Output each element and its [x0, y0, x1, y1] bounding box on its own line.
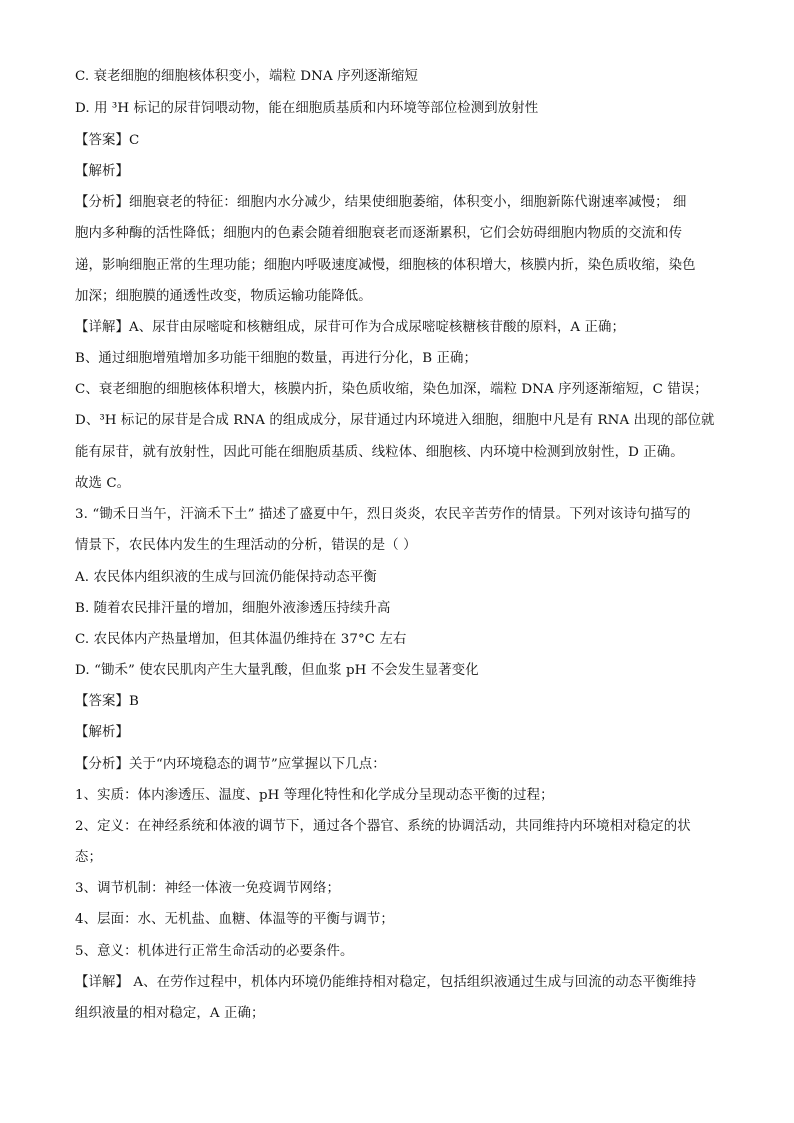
q3-point-4: 4、层面：水、无机盐、血糖、体温等的平衡与调节； — [75, 912, 394, 927]
q3-detail-a-1: 【详解】 A、在劳作过程中，机体内环境仍能维持相对稳定，包括组织液通过生成与回流的动态平衡维持 — [75, 975, 697, 990]
q3-detail-a-2: 组织液量的相对稳定，A 正确； — [75, 1006, 265, 1021]
q3-point-2a: 2、定义：在神经系统和体液的调节下，通过各个器官、系统的协调活动，共同维持内环境相对稳定的状 — [75, 819, 691, 834]
detail-b: B、通过细胞增殖增加多功能干细胞的数量，再进行分化，B 正确； — [75, 351, 477, 366]
q3-option-b: B. 随着农民排汗量的增加，细胞外液渗透压持续升高 — [75, 601, 391, 616]
analysis-heading: 【解析】 — [75, 164, 129, 179]
analysis-text-4: 加深；细胞膜的通透性改变，物质运输功能降低。 — [75, 289, 372, 304]
q3-point-2b: 态； — [75, 850, 102, 865]
q3-point-3: 3、调节机制：神经一体液一免疫调节网络； — [75, 881, 340, 896]
detail-d-2: 能有尿苷，就有放射性，因此可能在细胞质基质、线粒体、细胞核、内环境中检测到放射性，D 正确。 — [75, 445, 684, 460]
detail-d-1: D、³H 标记的尿苷是合成 RNA 的组成成分，尿苷通过内环境进入细胞，细胞中凡是有 RNA 出现的部位就 — [75, 413, 715, 428]
question-3-line-1: 3. “锄禾日当午，汗滴禾下土” 描述了盛夏中午，烈日炎炎，农民辛苦劳作的情景。下列对该诗句描写的 — [75, 507, 691, 522]
analysis-text-1: 【分析】细胞衰老的特征：细胞内水分减少，结果使细胞萎缩，体积变小，细胞新陈代谢速率减慢； 细 — [75, 195, 687, 210]
q3-option-d: D. “锄禾” 使农民肌肉产生大量乳酸，但血浆 pH 不会发生显著变化 — [75, 663, 479, 678]
analysis-text-3: 递，影响细胞正常的生理功能；细胞内呼吸速度减慢，细胞核的体积增大，核膜内折，染色质收缩，染色 — [75, 258, 696, 273]
q3-answer: 【答案】B — [75, 694, 139, 709]
detail-c: C、衰老细胞的细胞核体积增大，核膜内折，染色质收缩，染色加深，端粒 DNA 序列逐渐缩短，C 错误； — [75, 382, 708, 397]
q3-analysis-heading: 【解析】 — [75, 725, 129, 740]
question-3-line-2: 情景下，农民体内发生的生理活动的分析，错误的是（ ） — [75, 538, 417, 553]
choose-line: 故选 C。 — [75, 476, 131, 491]
option-c-line: C. 衰老细胞的细胞核体积变小，端粒 DNA 序列逐渐缩短 — [75, 69, 419, 84]
answer-line: 【答案】C — [75, 133, 140, 148]
q3-point-1: 1、实质：体内渗透压、温度、pH 等理化特性和化学成分呈现动态平衡的过程； — [75, 788, 554, 803]
q3-option-c: C. 农民体内产热量增加，但其体温仍维持在 37°C 左右 — [75, 632, 407, 647]
analysis-text-2: 胞内多种酶的活性降低；细胞内的色素会随着细胞衰老而逐渐累积，它们会妨碍细胞内物质的交流和传 — [75, 226, 683, 241]
detail-a: 【详解】A、尿苷由尿嘧啶和核糖组成，尿苷可作为合成尿嘧啶核糖核苷酸的原料，A 正确； — [75, 320, 626, 335]
q3-option-a: A. 农民体内组织液的生成与回流仍能保持动态平衡 — [75, 570, 377, 585]
q3-point-5: 5、意义：机体进行正常生命活动的必要条件。 — [75, 944, 354, 959]
q3-analysis-intro: 【分析】关于“内环境稳态的调节”应掌握以下几点： — [75, 757, 386, 772]
option-d-line: D. 用 ³H 标记的尿苷饲喂动物，能在细胞质基质和内环境等部位检测到放射性 — [75, 101, 539, 116]
